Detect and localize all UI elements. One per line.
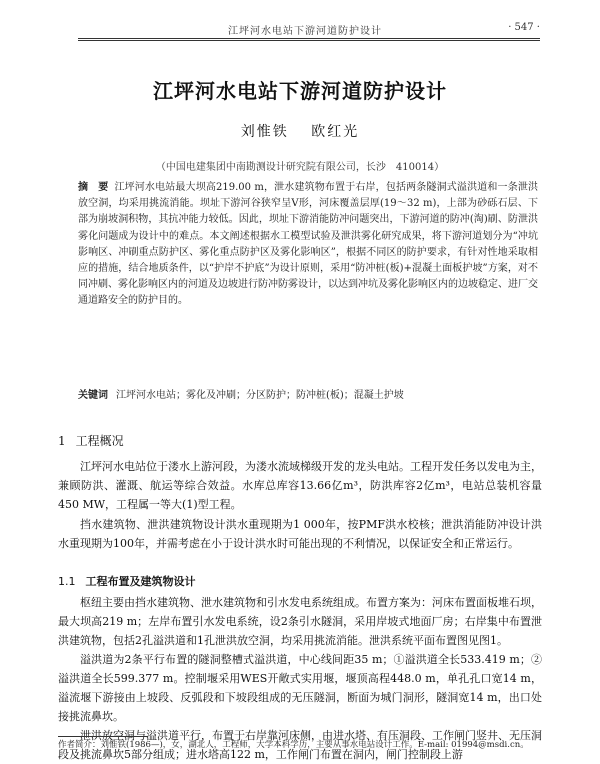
paragraph-text: 江坪河水电站位于溇水上游河段，为溇水流域梯级开发的龙头电站。工程开发任务以发电为主，兼顾防洪、灌溉、航运等综合效益。水库总库容13.66亿m³，防洪库容2亿m³，电站总装机容量450 MW，工程属一等大(1)型工程。 [58,460,542,511]
subsection-title: 工程布置及建筑物设计 [85,575,196,588]
running-title: 江坪河水电站下游河道防护设计 [228,26,382,37]
paper-title: 江坪河水电站下游河道防护设计 [153,79,447,103]
body-paragraph [58,515,542,553]
section-heading [58,432,124,449]
paragraph-text: 枢纽主要由挡水建筑物、泄水建筑物和引水发电系统组成。布置方案为：河床布置面板堆石坝，最大坝高219 m；左岸布置引水发电系统，设2条引水隧洞，采用岸坡式地面厂房；右岸集中布置泄洪建筑物，包括2孔溢洪道和1孔泄洪放空洞，均采用挑流消能。泄洪系统平面布置图见图1。 [58,596,542,647]
paragraph-text: 泄洪放空洞与溢洪道平行，布置于右岸靠河床侧，由进水塔、有压洞段、工作闸门竖井、无压洞段及挑流鼻坎5部分组成；进水塔高122 m，工作闸门布置在洞内，闸门控制段上游 [58,729,542,761]
section-number: 1 [58,434,66,448]
header-rule-thin [78,40,540,41]
abstract-text: 江坪河水电站最大坝高219.00 m，泄水建筑物布置于右岸，包括两条隧洞式溢洪道和一条泄洪放空洞，均采用挑流消能。坝址下游河谷狭窄呈V形，河床覆盖层厚(19～32 m)，上部为砂砾石层、下部为崩坡洞积物，其抗冲能力较低。因此，坝址下游消能防冲问题突出，下游河道的防冲(淘)刷、防泄洪雾化问题成为设计中的难点。本文阐述根据水工模型试验及泄洪雾化研究成果，将下游河道划分为“冲坑影响区、冲刷重点防护区、雾化重点防护区及雾化影响区”，根据不同区的防护要求，有针对性地采取相应的措施，结合地质条件，以“护岸不护底”为设计原则，采用“防冲桩(板)+混凝土面板护坡”方案，对不同冲刷、雾化影响区内的河道及边坡进行防冲防雾设计，以达到冲坑及雾化影响区内的边坡稳定、进厂交通道路安全的防护目的。 [78,182,538,307]
footnote-rule [58,736,148,737]
paragraph-text: 溢洪道为2条平行布置的隧洞整槽式溢洪道，中心线间距35 m；①溢洪道全长533.419 m；②溢洪道全长599.377 m。控制堰采用WES开敞式实用堰，堰顶高程448.0 m，单孔孔口宽14 m，溢流堰下游接由上坡段、反弧段和下坡段组成的无压隧洞，断面为城门洞形，隧洞宽14 m，出口处接挑流鼻坎。 [58,653,542,723]
running-header [78,18,540,36]
paragraph-text: 挡水建筑物、泄洪建筑物设计洪水重现期为1 000年，按PMF洪水校核；泄洪消能防冲设计洪水重现期为100年，并需考虑在小于设计洪水时可能出现的不利情况，以保证安全和正常运行。 [58,518,542,550]
abstract-label: 摘 要 [78,182,109,193]
keywords-block [78,388,538,404]
keywords-text: 江坪河水电站；雾化及冲刷；分区防护；防冲桩(板)；混凝土护坡 [116,390,404,401]
paper-affiliation: （中国电建集团中南勘测设计研究院有限公司，长沙 410014） [155,162,445,173]
paper-authors: 刘惟铁 欧红光 [240,124,360,140]
footnote: 作者简介：刘惟铁(1986—)，女，湖北人，工程师，大学本科学历，主要从事水电站设计工作。E-mail: 01994@msdi.cn。 [58,740,529,750]
section-title: 工程概况 [75,434,124,448]
page-number: · 547 · [508,22,540,33]
body-paragraph [58,457,542,514]
subsection-number: 1.1 [58,575,76,588]
subsection-heading [58,573,196,589]
keywords-label: 关键词 [78,390,108,401]
header-rule [78,38,540,39]
abstract-block [78,180,538,310]
